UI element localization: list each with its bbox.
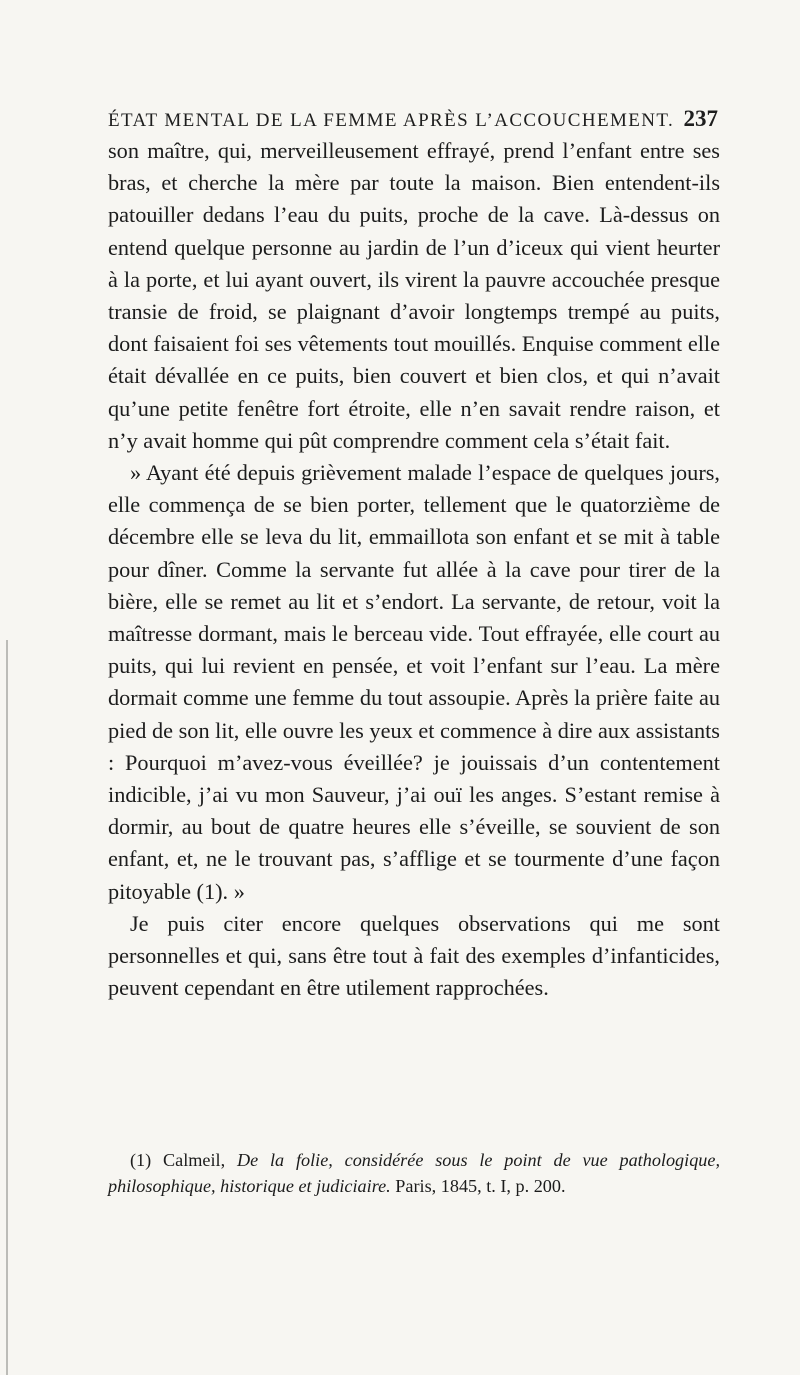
running-head [108, 106, 718, 136]
paragraph-continued: son maître, qui, merveilleusement effrayé, prend l’enfant entre ses bras, et cherche la mère par toute la maison. Bien entendent-ils patouiller dedans l’eau du puits, proche de la cave. Là-dessus on entend quelque personne au jardin de l’un d’iceux qui vient heurter à la porte, et lui ayant ouvert, ils virent la pauvre accouchée presque transie de froid, se plaignant d’avoir longtemps trempé au puits, dont faisaient foi ses vêtements tout mouillés. Enquise comment elle était dévallée en ce puits, bien couvert et bien clos, et qui n’avait qu’une petite fenêtre fort étroite, elle n’en savait rendre raison, et n’y avait homme qui pût comprendre comment cela s’était fait. [108, 138, 720, 453]
page-edge-shadow [6, 640, 8, 1375]
footnote-author: Calmeil, [163, 1150, 226, 1170]
page-number: 237 [683, 106, 718, 131]
footnote-publication: Paris, 1845, t. I, p. 200. [395, 1176, 566, 1196]
footnote-title: De la folie, considérée sous le point de vue pathologique, philosophique, historique et judiciaire. [108, 1150, 721, 1196]
paragraph-quotation: » Ayant été depuis grièvement malade l’espace de quelques jours, elle commença de se bien porter, tellement que le quatorzième de décembre elle se leva du lit, emmaillota son enfant et se mit à table pour dîner. Comme la servante fut allée à la cave pour tirer de la bière, elle se remet au lit et s’endort. La servante, de retour, voit la maîtresse dormant, mais le berceau vide. Tout effrayée, elle court au puits, qui lui revient en pensée, et voit l’enfant sur l’eau. La mère dormait comme une femme du tout assoupie. Après la prière faite au pied de son lit, elle ouvre les yeux et commence à dire aux assistants : Pourquoi m’avez-vous éveillée? je jouissais d’un contentement indicible, j’ai vu mon Sauveur, j’ai ouï les anges. S’estant remise à dormir, au bout de quatre heures elle s’éveille, se souvient de son enfant, et, ne le trouvant pas, s’afflige et se tourmente d’une façon pitoyable (1). » [108, 460, 720, 904]
paragraph-observations: Je puis citer encore quelques observations qui me sont personnelles et qui, sans être tout à fait des exemples d’infanticides, peuvent cependant en être utilement rapprochées. [108, 910, 720, 1001]
running-title: ÉTAT MENTAL DE LA FEMME APRÈS L’ACCOUCHEMENT. [108, 110, 675, 131]
footnote-marker: (1) [130, 1150, 152, 1170]
footnote [108, 1147, 720, 1199]
footnote-text [108, 1147, 720, 1199]
main-text [108, 135, 720, 1004]
